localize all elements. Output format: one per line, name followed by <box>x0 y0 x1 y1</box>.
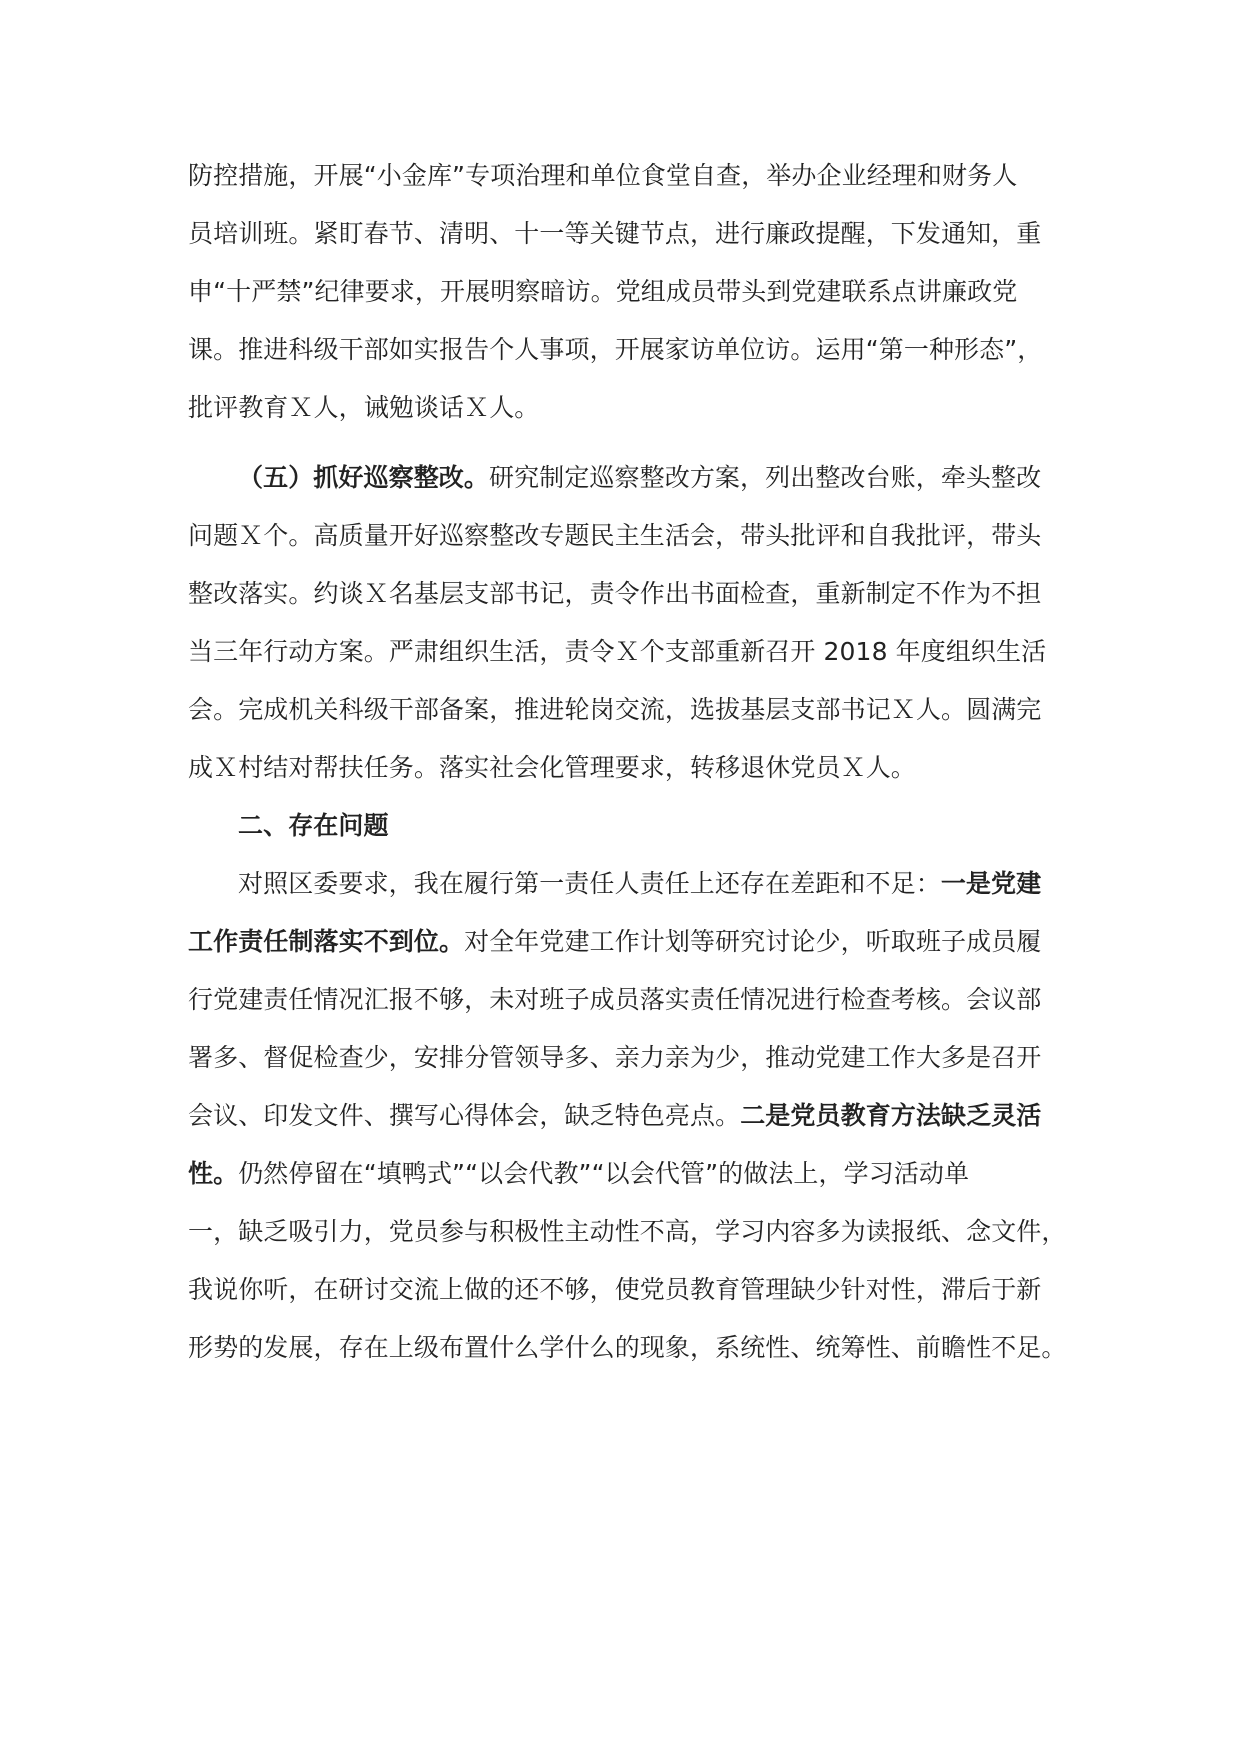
body-line: 行党建责任情况汇报不够，未对班子成员落实责任情况进行检查考核。会议部 <box>188 985 1042 1014</box>
emphasis-text: 一是党建 <box>940 869 1042 898</box>
body-line: 会。完成机关科级干部备案，推进轮岗交流，选拔基层支部书记Ｘ人。圆满完 <box>188 695 1042 724</box>
body-line: 课。推进科级干部如实报告个人事项，开展家访单位访。运用“第一种形态”， <box>188 335 1043 364</box>
body-line: 署多、督促检查少，安排分管领导多、亲力亲为少，推动党建工作大多是召开 <box>188 1043 1042 1072</box>
body-line: 员培训班。紧盯春节、清明、十一等关键节点，进行廉政提醒，下发通知，重 <box>188 219 1042 248</box>
body-text: 对全年党建工作计划等研究讨论少，听取班子成员履 <box>464 927 1042 956</box>
paragraph-line <box>238 460 1041 496</box>
body-text: 仍然停留在“填鸭式”“以会代教”“以会代管”的做法上，学习活动单 <box>238 1159 970 1188</box>
body-line: 形势的发展，存在上级布置什么学什么的现象，系统性、统筹性、前瞻性不足。 <box>188 1333 1067 1362</box>
body-line: 整改落实。约谈Ｘ名基层支部书记，责令作出书面检查，重新制定不作为不担 <box>188 579 1042 608</box>
emphasis-text: 性。 <box>188 1159 239 1188</box>
section-heading: （五）抓好巡察整改。 <box>238 463 490 492</box>
paragraph-line <box>188 1098 1041 1134</box>
body-line: 一，缺乏吸引力，党员参与积极性主动性不高，学习内容多为读报纸、念文件， <box>188 1217 1067 1246</box>
paragraph-line <box>238 866 1041 902</box>
emphasis-text: 工作责任制落实不到位。 <box>188 927 465 956</box>
body-text: 研究制定巡察整改方案，列出整改台账，牵头整改 <box>489 463 1042 492</box>
paragraph-line <box>188 1156 969 1192</box>
body-line: 成Ｘ村结对帮扶任务。落实社会化管理要求，转移退休党员Ｘ人。 <box>188 753 916 782</box>
body-line: 当三年行动方案。严肃组织生活，责令Ｘ个支部重新召开 2018 年度组织生活 <box>188 637 1047 666</box>
body-text: 会议、印发文件、撰写心得体会，缺乏特色亮点。 <box>188 1101 741 1130</box>
body-line: 批评教育Ｘ人，诫勉谈话Ｘ人。 <box>188 393 540 422</box>
body-line: 申“十严禁”纪律要求，开展明察暗访。党组成员带头到党建联系点讲廉政党 <box>188 277 1018 306</box>
section-title: 二、存在问题 <box>238 811 389 840</box>
paragraph-line <box>188 924 1041 960</box>
emphasis-text: 二是党员教育方法缺乏灵活 <box>740 1101 1042 1130</box>
body-text: 对照区委要求，我在履行第一责任人责任上还存在差距和不足： <box>238 869 941 898</box>
body-line: 防控措施，开展“小金库”专项治理和单位食堂自查，举办企业经理和财务人 <box>188 161 1018 190</box>
body-line: 问题Ｘ个。高质量开好巡察整改专题民主生活会，带头批评和自我批评，带头 <box>188 521 1042 550</box>
body-line: 我说你听，在研讨交流上做的还不够，使党员教育管理缺少针对性，滞后于新 <box>188 1275 1042 1304</box>
